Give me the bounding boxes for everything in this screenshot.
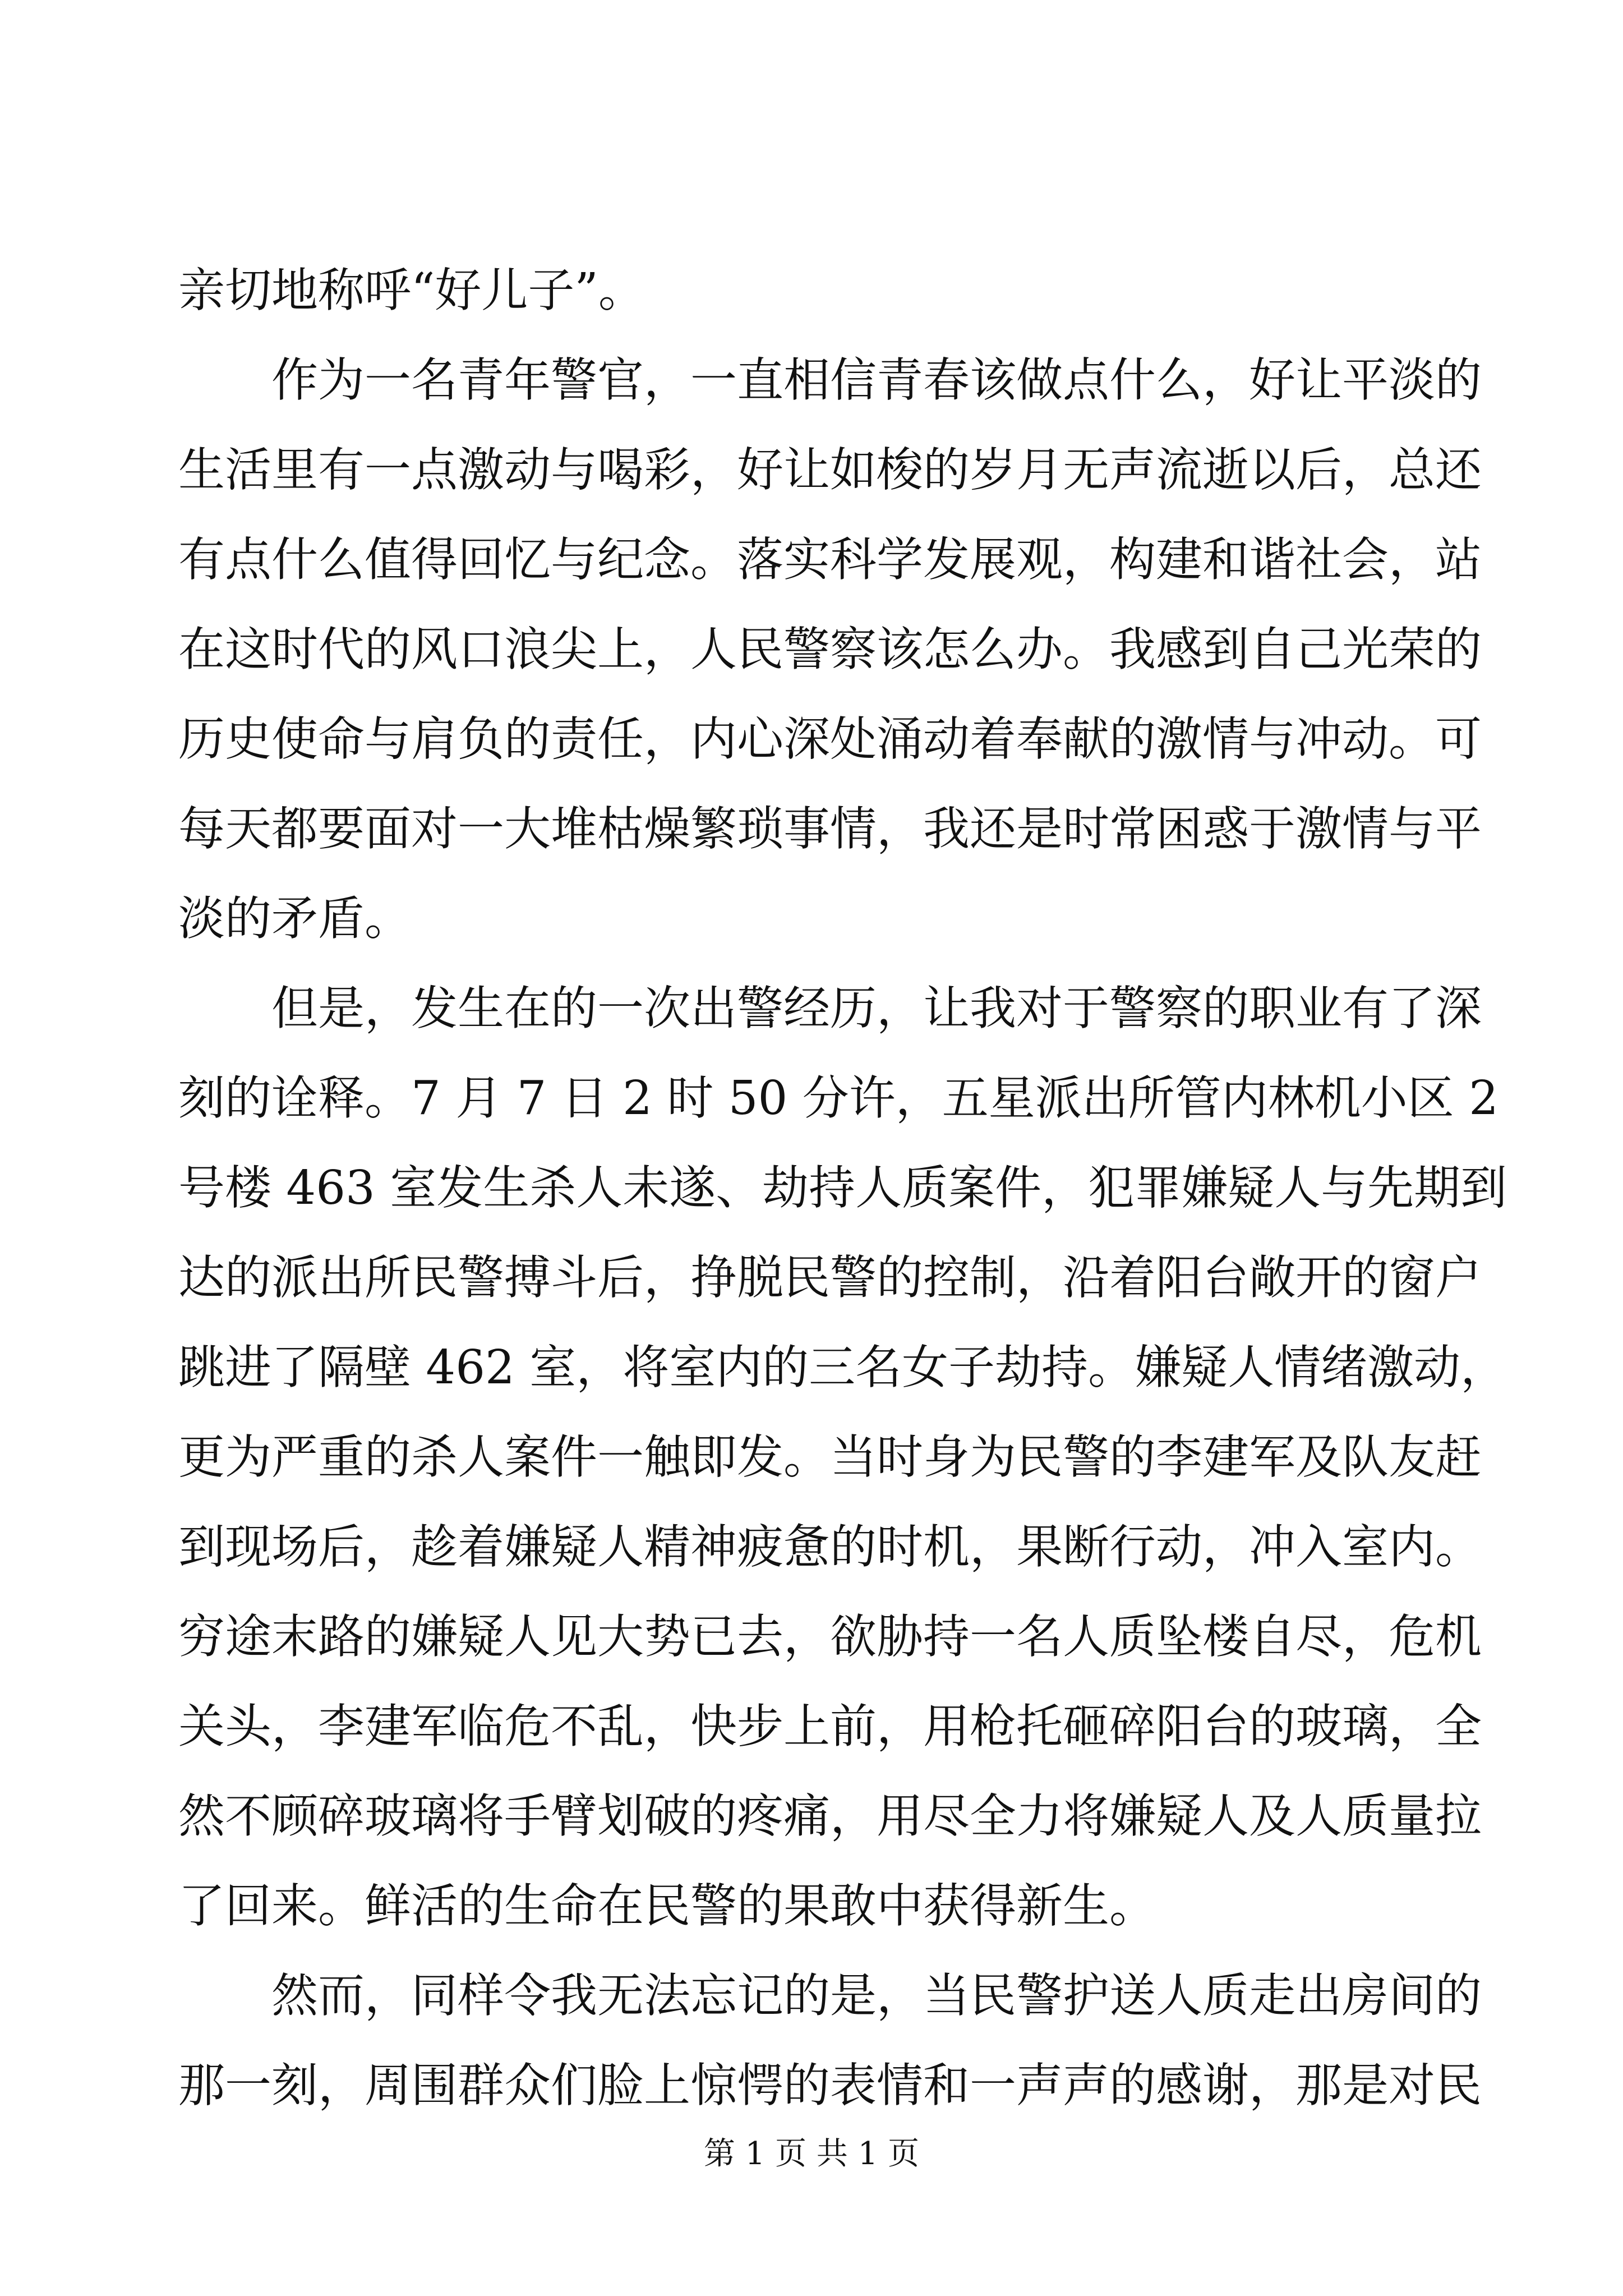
page-footer <box>0 2132 1623 2177</box>
text-line-18: 然不顾碎玻璃将手臂划破的疼痛，用尽全力将嫌疑人及人质量拉 <box>178 1789 1482 1843</box>
text-line-16: 穷途末路的嫌疑人见大势已去，欲胁持一名人质坠楼自尽，危机 <box>178 1609 1482 1664</box>
text-line-11: 号楼 463 室发生杀人未遂、劫持人质案件，犯罪嫌疑人与先期到 <box>178 1161 1507 1215</box>
text-line-5: 在这时代的风口浪尖上，人民警察该怎么办。我感到自己光荣的 <box>178 622 1482 677</box>
text-line-17: 关头，李建军临危不乱，快步上前，用枪托砸碎阳台的玻璃，全 <box>178 1699 1482 1754</box>
text-line-19: 了回来。鲜活的生命在民警的果敢中获得新生。 <box>178 1879 1156 1933</box>
text-line-4: 有点什么值得回忆与纪念。落实科学发展观，构建和谐社会，站 <box>178 532 1482 587</box>
text-line-1: 亲切地称呼“好儿子”。 <box>178 263 645 318</box>
text-line-21: 那一刻，周围群众们脸上惊愕的表情和一声声的感谢，那是对民 <box>178 2058 1482 2113</box>
page-number-label: 第 1 页 共 1 页 <box>703 2136 920 2172</box>
text-line-9: 但是，发生在的一次出警经历，让我对于警察的职业有了深 <box>178 981 1482 1036</box>
text-line-14: 更为严重的杀人案件一触即发。当时身为民警的李建军及队友赶 <box>178 1430 1482 1484</box>
text-line-10: 刻的诠释。7 月 7 日 2 时 50 分许，五星派出所管内林机小区 2 <box>178 1071 1498 1125</box>
text-line-13: 跳进了隔壁 462 室，将室内的三名女子劫持。嫌疑人情绪激动， <box>178 1340 1507 1395</box>
text-line-3: 生活里有一点激动与喝彩，好让如梭的岁月无声流逝以后，总还 <box>178 443 1482 497</box>
text-line-8: 淡的矛盾。 <box>178 891 411 946</box>
text-line-12: 达的派出所民警搏斗后，挣脱民警的控制，沿着阳台敞开的窗户 <box>178 1250 1482 1305</box>
document-body <box>178 246 1507 2131</box>
text-line-2: 作为一名青年警官，一直相信青春该做点什么，好让平淡的 <box>178 353 1482 407</box>
text-line-20: 然而，同样令我无法忘记的是，当民警护送人质走出房间的 <box>178 1968 1482 2023</box>
text-line-15: 到现场后，趁着嫌疑人精神疲惫的时机，果断行动，冲入室内。 <box>178 1520 1482 1574</box>
text-line-7: 每天都要面对一大堆枯燥繁琐事情，我还是时常困惑于激情与平 <box>178 802 1482 856</box>
text-line-6: 历史使命与肩负的责任，内心深处涌动着奉献的激情与冲动。可 <box>178 712 1482 766</box>
